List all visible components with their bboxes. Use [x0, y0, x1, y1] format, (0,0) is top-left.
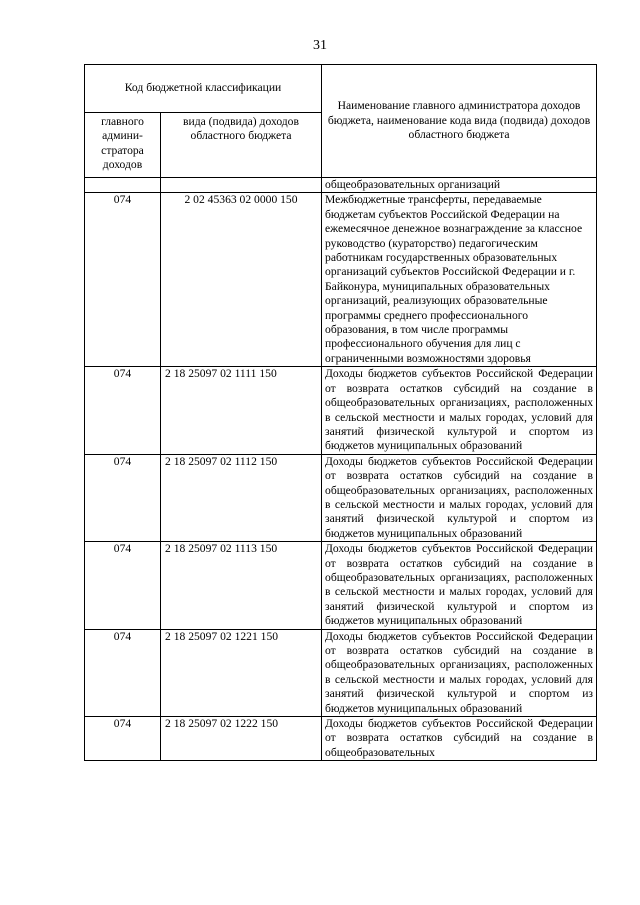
income-description: Доходы бюджетов субъектов Российской Федерации от возврата остатков субсидий на создание в общеобразовательных организациях, расположенных в сельской местности и малых городах, условий для занятий физической культурой и спортом из бюджетов муниципальных образований: [322, 542, 597, 629]
table-row: [85, 193, 597, 367]
continuation-admin-cell: [85, 178, 161, 193]
table-row: [85, 717, 597, 761]
table-row: [85, 367, 597, 454]
header-admin-column: главного админи-стратора доходов: [85, 113, 161, 178]
admin-code: 074: [85, 193, 161, 367]
continuation-text: общеобразовательных организаций: [322, 178, 597, 193]
income-code: 2 18 25097 02 1113 150: [161, 542, 322, 629]
income-description: Межбюджетные трансферты, передаваемые бюджетам субъектов Российской Федерации на ежемесячное денежное вознаграждение за классное руководство (кураторство) педагогическим работникам государственных образовательных организаций субъектов Российской Федерации и г. Байконура, муниципальных образовательных организаций, реализующих образовательные программы среднего профессионального образования, в том числе программы профессионального обучения для лиц с ограниченными возможностями здоровья: [322, 193, 597, 367]
table-row: [85, 629, 597, 716]
continuation-row: [85, 178, 597, 193]
table-row: [85, 454, 597, 541]
admin-code: 074: [85, 454, 161, 541]
table-row: [85, 542, 597, 629]
income-description: Доходы бюджетов субъектов Российской Федерации от возврата остатков субсидий на создание в общеобразовательных организациях, расположенных в сельской местности и малых городах, условий для занятий физической культурой и спортом из бюджетов муниципальных образований: [322, 367, 597, 454]
header-group-label: Код бюджетной классификации: [85, 65, 322, 113]
income-code: 2 18 25097 02 1221 150: [161, 629, 322, 716]
header-kind-column: вида (подвида) доходов областного бюджета: [161, 113, 322, 178]
income-description: Доходы бюджетов субъектов Российской Федерации от возврата остатков субсидий на создание в общеобразовательных организациях, расположенных в сельской местности и малых городах, условий для занятий физической культурой и спортом из бюджетов муниципальных образований: [322, 454, 597, 541]
income-description: Доходы бюджетов субъектов Российской Федерации от возврата остатков субсидий на создание в общеобразовательных: [322, 717, 597, 761]
admin-code: 074: [85, 717, 161, 761]
income-code: 2 18 25097 02 1112 150: [161, 454, 322, 541]
admin-code: 074: [85, 367, 161, 454]
header-row: [85, 65, 597, 113]
income-code: 2 02 45363 02 0000 150: [161, 193, 322, 367]
admin-code: 074: [85, 629, 161, 716]
header-name-column: Наименование главного администратора доходов бюджета, наименование кода вида (подвида) доходов областного бюджета: [322, 65, 597, 178]
income-code: 2 18 25097 02 1111 150: [161, 367, 322, 454]
page-number: 31: [313, 38, 327, 53]
budget-classification-table: [84, 64, 597, 761]
continuation-code-cell: [161, 178, 322, 193]
income-code: 2 18 25097 02 1222 150: [161, 717, 322, 761]
admin-code: 074: [85, 542, 161, 629]
income-description: Доходы бюджетов субъектов Российской Федерации от возврата остатков субсидий на создание в общеобразовательных организациях, расположенных в сельской местности и малых городах, условий для занятий физической культурой и спортом из бюджетов муниципальных образований: [322, 629, 597, 716]
